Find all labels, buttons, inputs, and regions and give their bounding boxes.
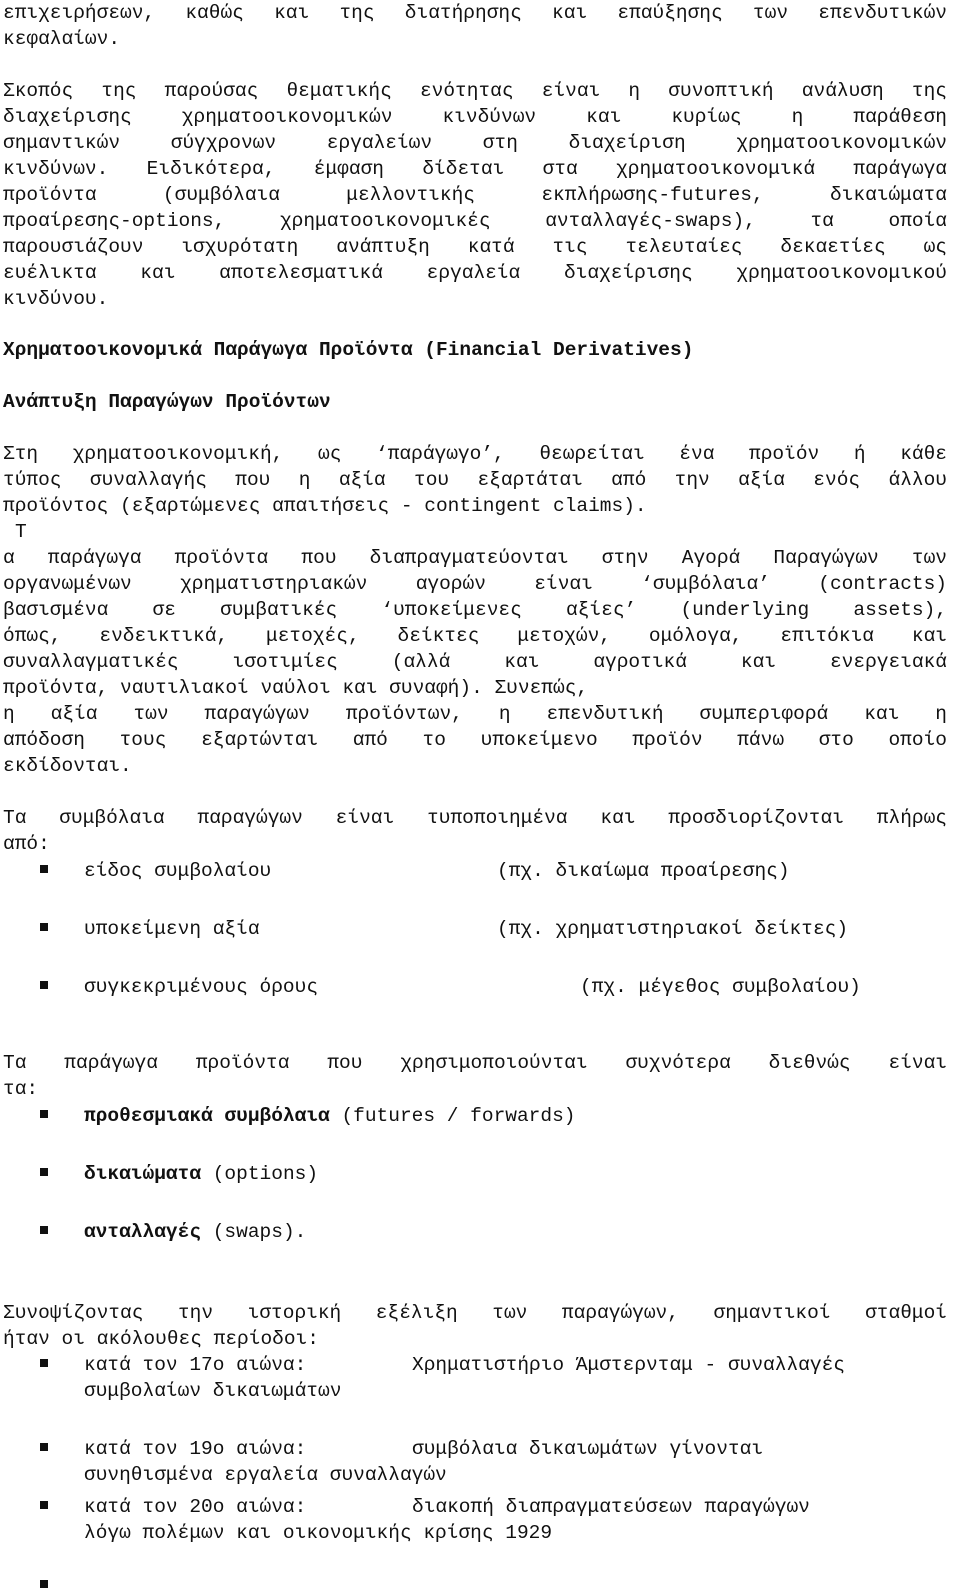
history-text: λόγω πολέμων και οικονομικής κρίσης 1929 [84,1522,553,1544]
definition-line: τύπος συναλλαγής που η αξία του εξαρτάται από την αξία ενός άλλου [3,469,947,491]
list-item [84,1161,318,1187]
contracts-line: οργανωμένων χρηματιστηριακών αγορών είναι ‘συμβόλαια’ (contracts) [3,573,947,595]
bullet-icon [40,1580,48,1588]
list-item-label: είδος συμβολαίου [84,860,272,882]
definition-line: προϊόντος (εξαρτώμενες απαιτήσεις - contingent claims). [3,495,647,517]
history-text: Χρηματιστήριο Άμστερνταμ - συναλλαγές [412,1354,845,1376]
list-item-term: ανταλλαγές [84,1221,202,1243]
bullet-icon [40,923,48,931]
list-item-note: (options) [212,1163,319,1185]
bullet-icon [40,981,48,989]
history-period: κατά τον 20ο αιώνα: [84,1496,307,1518]
contracts-line: α παράγωγα προϊόντα που διαπραγματεύονται στην Αγορά Παραγώγων των [3,547,947,569]
history-text: διακοπή διαπραγματεύσεων παραγώγων [412,1496,810,1518]
standardized-line: από: [3,833,50,855]
history-text: συμβόλαια δικαιωμάτων γίνονται [412,1438,764,1460]
list-item-term: δικαιώματα [84,1163,202,1185]
standardized-line: Τα συμβόλαια παραγώγων είναι τυποποιημένα και προσδιορίζονται πλήρως [3,807,947,829]
history-text: συνηθισμένα εργαλεία συναλλαγών [84,1464,447,1486]
common-line: Τα παράγωγα προϊόντα που χρησιμοποιούνται συχνότερα διεθνώς είναι [3,1052,947,1074]
history-line: ήταν οι ακόλουθες περίοδοι: [3,1328,319,1350]
common-line: τα: [3,1078,39,1100]
history-text: συμβολαίων δικαιωμάτων [84,1380,342,1402]
scope-line: παρουσιάζουν ισχυρότατη ανάπτυξη κατά τις τελευταίες δεκαετίες ως [3,236,947,258]
subsection-heading: Ανάπτυξη Παραγώγων Προϊόντων [3,391,331,413]
contracts-line: εκδίδονται. [3,755,132,777]
contracts-line: προϊόντα, ναυτιλιακοί ναύλοι και συναφή). Συνεπώς, [3,677,589,699]
list-item [84,1103,576,1129]
history-period: κατά τον 17ο αιώνα: [84,1354,307,1376]
bullet-icon [40,865,48,873]
bullet-icon [40,1443,48,1451]
scope-line: προϊόντα (συμβόλαια μελλοντικής εκπλήρωσης-futures, δικαιώματα [3,184,947,206]
scope-line: Σκοπός της παρούσας θεματικής ενότητας είναι η συνοπτική ανάλυση της [3,80,947,102]
bullet-icon [40,1226,48,1234]
history-period: κατά τον 19ο αιώνα: [84,1438,307,1460]
list-item-example: (πχ. μέγεθος συμβολαίου) [580,976,861,998]
list-item-example: (πχ. δικαίωμα προαίρεσης) [497,860,790,882]
stray-letter: Τ [15,521,27,543]
contracts-line: η αξία των παραγώγων προϊόντων, η επενδυτική συμπεριφορά και η [3,703,947,725]
list-item-note: (futures / forwards) [341,1105,576,1127]
definition-line: Στη χρηματοοικονομική, ως ‘παράγωγο’, θεωρείται ένα προϊόν ή κάθε [3,443,947,465]
scope-line: ευέλικτα και αποτελεσματικά εργαλεία διαχείρισης χρηματοοικονομικού [3,262,947,284]
scope-line: κινδύνου. [3,288,109,310]
list-item-label: συγκεκριμένους όρους [84,976,319,998]
bullet-icon [40,1359,48,1367]
bullet-icon [40,1168,48,1176]
scope-line: σημαντικών σύγχρονων εργαλείων στη διαχείριση χρηματοοικονομικών [3,132,947,154]
contracts-line: όπως, ενδεικτικά, μετοχές, δείκτες μετοχών, ομόλογα, επιτόκια και [3,625,947,647]
list-item [84,1219,306,1245]
bullet-icon [40,1110,48,1118]
contracts-line: βασισμένα σε συμβατικές ‘υποκείμενες αξίες’ (underlying assets), [3,599,947,621]
intro-line: επιχειρήσεων, καθώς και της διατήρησης και επαύξησης των επενδυτικών [3,2,947,24]
list-item-example: (πχ. χρηματιστηριακοί δείκτες) [497,918,849,940]
scope-line: διαχείρισης χρηματοοικονομικών κινδύνων και κυρίως η παράθεση [3,106,947,128]
section-heading: Χρηματοοικονομικά Παράγωγα Προϊόντα (Financial Derivatives) [3,339,694,361]
history-line: Συνοψίζοντας την ιστορική εξέλιξη των παραγώγων, σημαντικοί σταθμοί [3,1302,947,1324]
bullet-icon [40,1501,48,1509]
contracts-line: απόδοση τους εξαρτώνται από το υποκείμενο προϊόν πάνω στο οποίο [3,729,947,751]
scope-line: προαίρεσης-options, χρηματοοικονομικές ανταλλαγές-swaps), τα οποία [3,210,947,232]
list-item-label: υποκείμενη αξία [84,918,260,940]
intro-line: κεφαλαίων. [3,28,121,50]
list-item-note: (swaps). [212,1221,307,1243]
list-item-term: προθεσμιακά συμβόλαια [84,1105,330,1127]
scope-line: κινδύνων. Ειδικότερα, έμφαση δίδεται στα χρηματοοικονομικά παράγωγα [3,158,947,180]
contracts-line: συναλλαγματικές ισοτιμίες (αλλά και αγροτικά και ενεργειακά [3,651,947,673]
